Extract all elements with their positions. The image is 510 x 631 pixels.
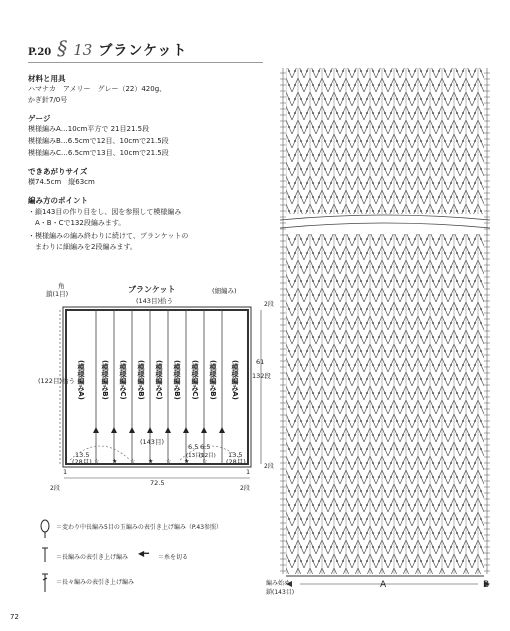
legend-symbols — [38, 518, 52, 598]
left-pickup-count: (122目)拾う — [38, 377, 75, 385]
side-width-right: 13.5 — [228, 451, 243, 459]
page-reference: P.20 — [28, 47, 52, 58]
top-pickup-count: (143目)拾う — [136, 297, 173, 305]
svg-text:☆: ☆ — [202, 458, 208, 465]
panel-label-2: (模様編みB) — [101, 360, 109, 400]
border-rows-top: 2段 — [264, 301, 274, 308]
svg-text:★: ★ — [148, 458, 154, 465]
chart-lower-section — [286, 234, 484, 574]
legend-item-4: ＝長々編みの表引き上げ編み — [56, 579, 135, 586]
cut-yarn-icon: ◀━ — [138, 549, 149, 558]
svg-text:★: ★ — [184, 458, 190, 465]
materials-line-1: ハマナカ アメリー グレー（22）420g、 — [28, 85, 167, 93]
height-rows: 132段 — [252, 372, 271, 380]
svg-text:★: ★ — [112, 458, 118, 465]
middle-stitch-1: (13目) — [186, 453, 203, 459]
materials-line-2: かぎ針7/0号 — [28, 96, 68, 104]
edge-one-right: 1 — [246, 468, 251, 476]
points-heading: 編み方のポイント — [28, 196, 88, 205]
blanket-schematic — [0, 0, 290, 500]
size-heading: できあがりサイズ — [28, 167, 88, 176]
svg-text:☆: ☆ — [94, 458, 100, 465]
puff-stitch-symbol — [41, 520, 49, 532]
panel-label-3: (模様編みC) — [119, 360, 127, 400]
section-mark: § — [57, 36, 68, 60]
side-stitch-count-right: (28目) — [226, 458, 246, 466]
middle-width-2: 6.5 — [200, 443, 211, 451]
border-rows-left: 2段 — [50, 485, 60, 492]
chart-break-line-2 — [280, 223, 490, 228]
panel-label-6: (模様編みB) — [173, 360, 181, 400]
border-rows-right: 2段 — [264, 463, 274, 470]
chart-right-border — [484, 68, 490, 574]
border-stitch-label: (細編み) — [212, 287, 237, 295]
corner-chain-count: 鎖(1目) — [46, 290, 69, 298]
materials-heading: 材料と用具 — [28, 74, 66, 83]
chart-start-count: 鎖(143目) — [266, 589, 295, 596]
panel-label-4: (模様編みB) — [137, 360, 145, 400]
chart-label-a: A — [380, 580, 387, 590]
gauge-heading: ゲージ — [28, 114, 51, 123]
points-bullet-2: ・模様編みの編み終わりに続けて、ブランケットの — [28, 232, 189, 240]
chart-break-line-1 — [280, 215, 490, 220]
chart-label-b: B — [483, 580, 490, 590]
double-crochet-symbol — [42, 548, 48, 562]
middle-stitch-2: (12目) — [199, 453, 216, 459]
treble-crochet-symbol — [42, 574, 48, 592]
border-rows-bottom: 2段 — [240, 485, 250, 492]
gauge-line-3: 模様編みC…6.5cmで13目、10cmで21.5段 — [28, 149, 169, 157]
section-number: 13 — [73, 41, 93, 59]
svg-text:☆: ☆ — [130, 458, 136, 465]
side-width: 13.5 — [75, 451, 90, 459]
direction-arrows — [93, 427, 225, 433]
schematic-title: ブランケット — [128, 285, 176, 294]
panel-label-1: (模様編みA) — [77, 360, 85, 400]
middle-width-1: 6.5 — [188, 443, 199, 451]
width-cm: 72.5 — [150, 479, 165, 487]
page-number: 72 — [10, 613, 19, 621]
points-bullet-1-cont: A・B・Cで132段編みます。 — [28, 219, 126, 227]
legend-item-3: ＝糸を切る — [158, 554, 189, 561]
gauge-line-1: 模様編みA…10cm平方で 21目21.5段 — [28, 125, 150, 133]
corner-label: 角 — [58, 282, 65, 290]
panel-label-7: (模様編みC) — [191, 360, 199, 400]
pattern-title: ブランケット — [98, 43, 188, 59]
points-bullet-1: ・鎖143目の作り目をし、図を参照して模様編み — [28, 208, 182, 216]
edge-one-left: 1 — [63, 468, 68, 476]
legend-item-1: ＝変わり中長編み5目の玉編みの表引き上げ編み（P.43参照） — [56, 524, 223, 531]
chart-left-border — [280, 68, 286, 574]
side-stitch-count: (28目) — [72, 458, 92, 466]
panel-label-9: (模様編みA) — [231, 360, 239, 400]
gauge-line-2: 模様編みB…6.5cmで12目、10cmで21.5段 — [28, 137, 169, 145]
svg-text:☆: ☆ — [166, 458, 172, 465]
legend-item-2: ＝長編みの表引き上げ編み — [56, 554, 129, 561]
panel-label-5: (模様編みC) — [155, 360, 163, 400]
height-cm: 61 — [256, 358, 265, 366]
points-bullet-2-cont: まわりに細編みを2段編みます。 — [28, 243, 137, 251]
panel-label-8: (模様編みB) — [209, 360, 217, 400]
crochet-chart — [280, 64, 492, 598]
bottom-stitch-count: (143目) — [140, 438, 164, 446]
chart-start-label: 編み始め — [266, 580, 291, 587]
size-line: 横74.5cm 縦63cm — [28, 178, 95, 186]
chart-upper-section — [286, 68, 484, 214]
